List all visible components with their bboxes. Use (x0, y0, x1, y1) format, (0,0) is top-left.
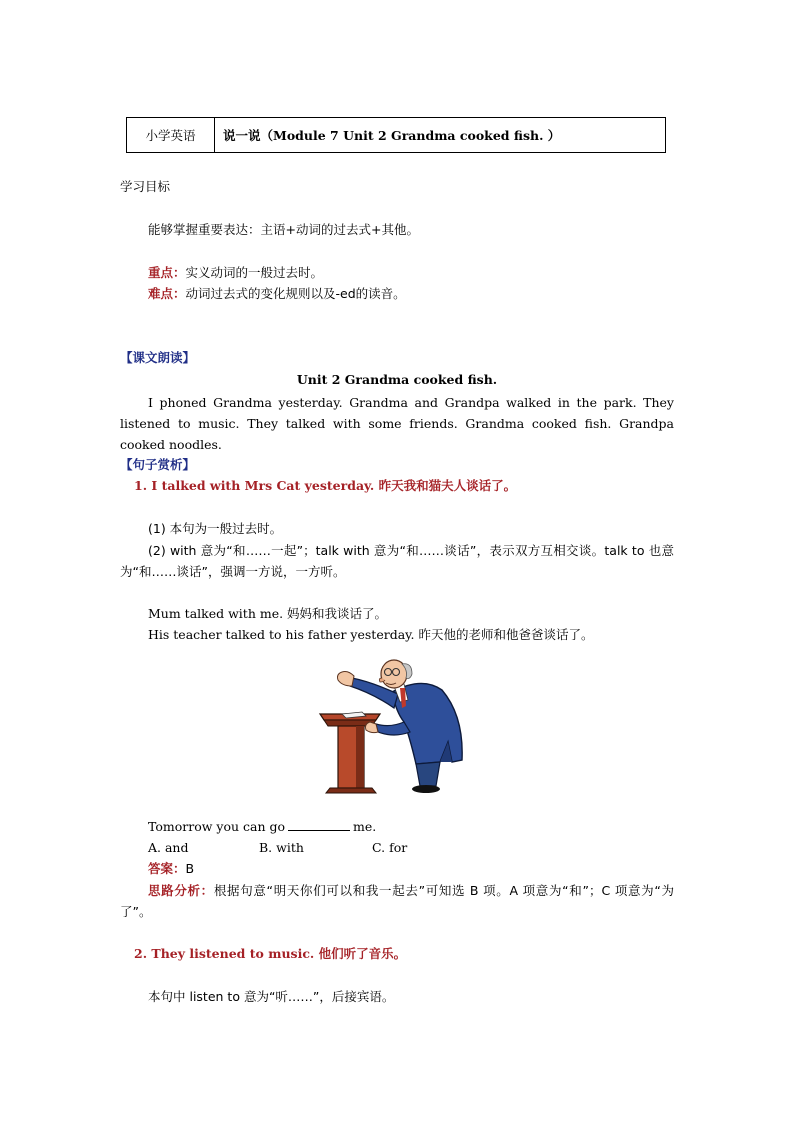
note-1: (1) 本句为一般过去时。 (148, 521, 283, 536)
question-line (148, 819, 376, 835)
answer-label: 答案： (148, 861, 186, 876)
sentence-2-translation: 他们听了音乐。 (318, 946, 407, 961)
answer-value: B (185, 861, 195, 876)
sentence-1 (134, 478, 516, 494)
sentence-2-note: 本句中 listen to 意为“听……”，后接宾语。 (148, 989, 395, 1004)
lesson-title-cell: 说一说（Module 7 Unit 2 Grandma cooked fish. ） (223, 128, 561, 143)
explanation-text: 根据句意“明天你们可以和我一起去”可知选 B 项。A 项意为“和”；C 项意为“为了”。 (120, 883, 674, 919)
explanation (120, 880, 674, 922)
option-b: B. with (259, 840, 304, 855)
reading-title: Unit 2 Grandma cooked fish. (296, 372, 498, 387)
difficulty-label: 难点： (148, 286, 186, 301)
option-c: C. for (372, 840, 408, 855)
sentence-1-translation: 昨天我和猫夫人谈话了。 (378, 478, 517, 493)
difficulty-point (148, 286, 406, 302)
analysis-heading: 【句子赏析】 (120, 457, 196, 472)
sentence-2 (134, 946, 406, 962)
note-2: (2) with 意为“和……一起”；talk with 意为“和……谈话”，表示双方互相交谈。talk to 也意为“和……谈话”，强调一方说，一方听。 (120, 543, 674, 579)
question-blank (288, 819, 350, 831)
teacher-at-podium-illustration (312, 656, 482, 794)
key-point (148, 265, 323, 281)
question-after: me. (353, 819, 377, 834)
key-point-label: 重点： (148, 265, 186, 280)
example-2: His teacher talked to his father yesterday. 昨天他的老师和他爸爸谈话了。 (148, 627, 594, 642)
subject-cell: 小学英语 (127, 118, 215, 152)
sentence-1-english: 1. I talked with Mrs Cat yesterday. (134, 478, 379, 493)
reading-passage: I phoned Grandma yesterday. Grandma and Grandpa walked in the park. They listened to music. They talked with some friends. Grandma cooked fish. Grandpa cooked noodles. (120, 395, 674, 452)
objectives-goal: 能够掌握重要表达：主语+动词的过去式+其他。 (148, 222, 419, 237)
reading-heading: 【课文朗读】 (120, 350, 196, 365)
option-a: A. and (148, 840, 189, 855)
difficulty-text: 动词过去式的变化规则以及-ed的读音。 (185, 286, 406, 301)
example-1: Mum talked with me. 妈妈和我谈话了。 (148, 606, 388, 621)
answer (148, 861, 194, 877)
objectives-heading: 学习目标 (120, 179, 171, 194)
header-table (126, 117, 666, 153)
sentence-2-english: 2. They listened to music. (134, 946, 319, 961)
explanation-label: 思路分析： (148, 883, 214, 898)
key-point-text: 实义动词的一般过去时。 (185, 265, 324, 280)
question-before: Tomorrow you can go (148, 819, 286, 834)
